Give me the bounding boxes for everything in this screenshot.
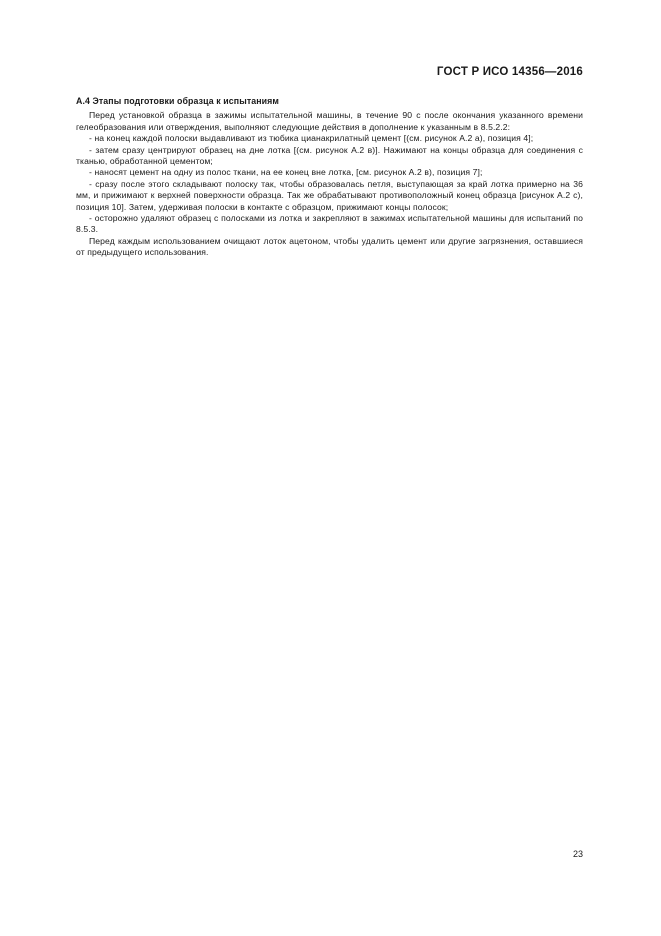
list-item: - наносят цемент на одну из полос ткани, на ее конец вне лотка, [см. рисунок А.2 в), позиция 7]; [89, 167, 483, 178]
document-standard-id: ГОСТ Р ИСО 14356—2016 [436, 66, 583, 78]
list-item: - сразу после этого складывают полоску так, чтобы образовалась петля, выступающая за край лотка примерно на 36 мм, и прижимают к верхней поверхности образца. Так же обрабатывают противоположный конец образца [рисунок А.2 с), позиция 10]. Затем, удерживая полоски в контакте с образцом, прижимают концы полосок; [76, 178, 583, 212]
list-item: - затем сразу центрируют образец на дне лотка [(см. рисунок А.2 в)]. Нажимают на концы образца для соединения с тканью, обработанной цементом; [76, 144, 583, 167]
section-content [76, 96, 583, 259]
list-item: - на конец каждой полоски выдавливают из тюбика цианакрилатный цемент [(см. рисунок А.2 а), позиция 4]; [89, 133, 534, 144]
page-number: 23 [572, 849, 583, 859]
closing-paragraph: Перед каждым использованием очищают лоток ацетоном, чтобы удалить цемент или другие загрязнения, оставшиеся от предыдущего использования. [76, 235, 583, 258]
intro-paragraph: Перед установкой образца в зажимы испытательной машины, в течение 90 с после окончания указанного времени гелеобразования или отверждения, выполняют следующие действия в дополнение к указанным в 8.5.2.2: [76, 110, 583, 132]
list-item: - осторожно удаляют образец с полосками из лотка и закрепляют в зажимах испытательной машины для испытаний по 8.5.3. [76, 213, 583, 235]
section-heading: А.4 Этапы подготовки образца к испытаниям [76, 96, 279, 106]
